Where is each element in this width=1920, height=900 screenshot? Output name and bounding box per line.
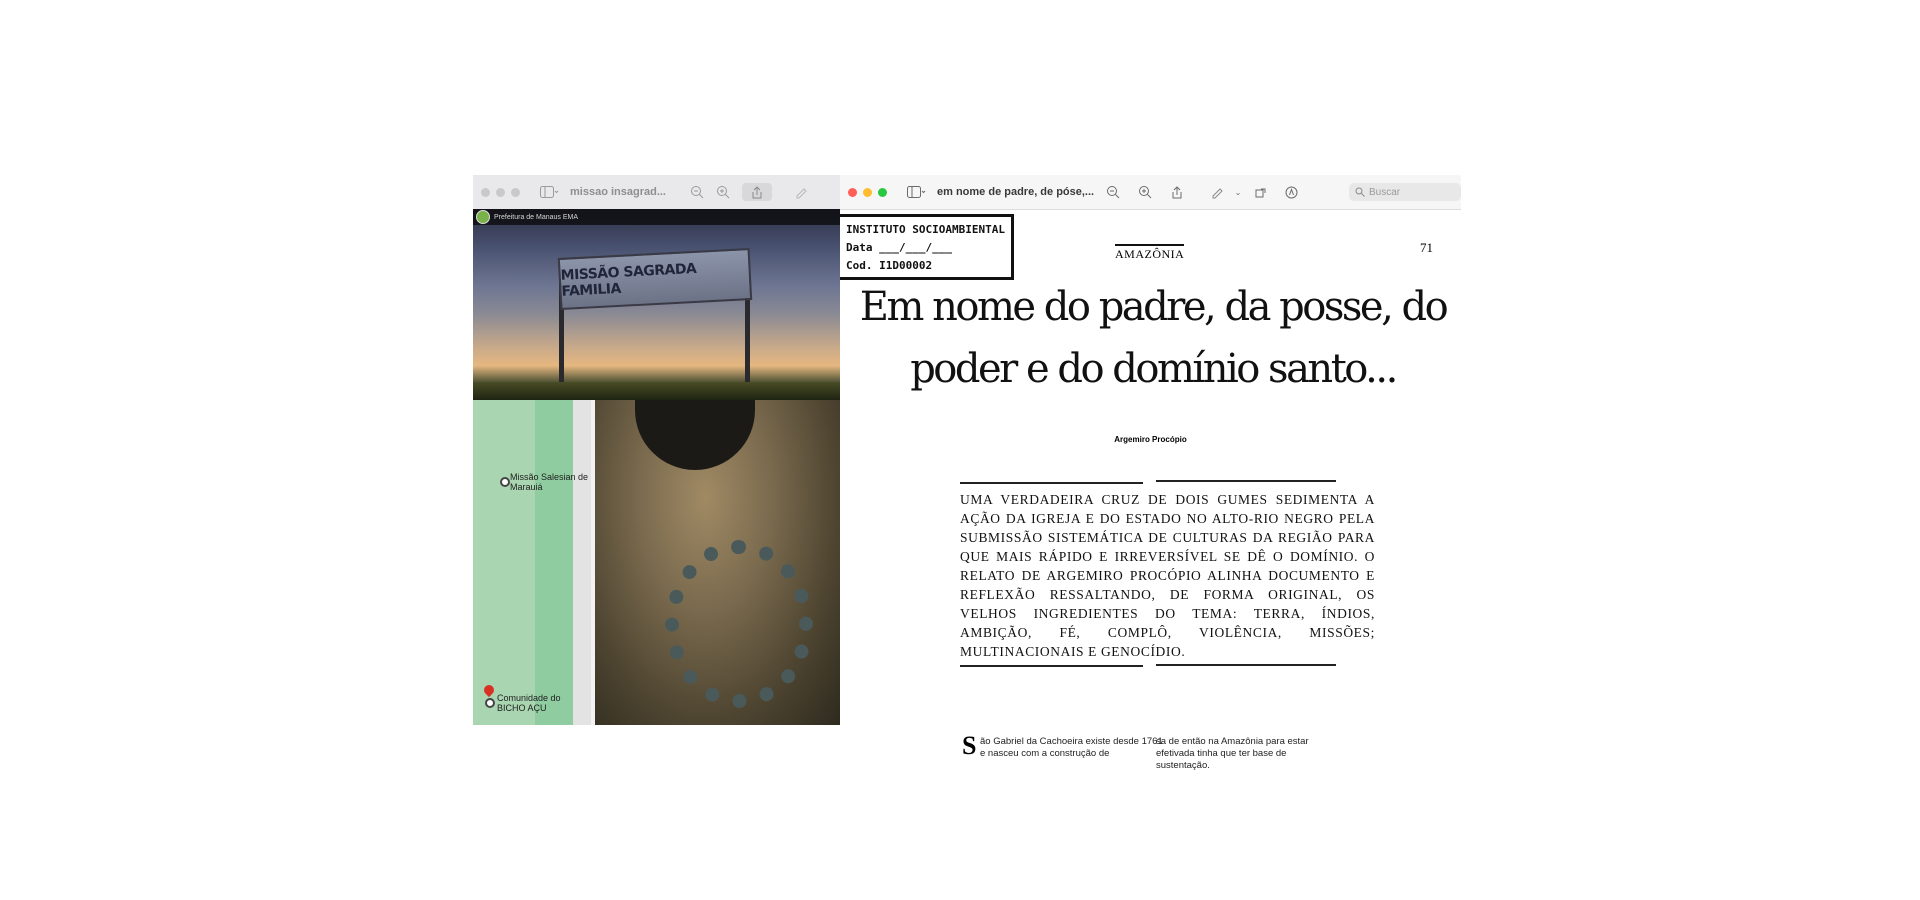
rule-bottom-right <box>1156 664 1336 666</box>
stamp-date: Data ___/___/___ <box>846 241 952 254</box>
map-place-label-community: Comunidade do BICHO AÇU <box>497 693 561 713</box>
preview-window-left <box>473 175 840 725</box>
indigenous-portrait-photo <box>595 400 840 725</box>
stamp-code: Cod. I1D00002 <box>846 259 933 272</box>
title-bar <box>840 175 1461 210</box>
window-title: em nome de padre, de póse,... <box>937 186 1095 198</box>
prefecture-logo-icon <box>476 210 490 224</box>
section-heading: AMAZÔNIA <box>1115 244 1184 262</box>
portrait-hair <box>635 400 755 470</box>
article-headline: Em nome do padre, da posse, do poder e do domínio santo... <box>859 284 1447 392</box>
share-icon[interactable] <box>1161 186 1193 199</box>
sidebar-toggle-icon[interactable] <box>901 186 931 198</box>
window-controls <box>481 188 520 197</box>
archive-stamp <box>840 214 1014 280</box>
place-marker-icon[interactable] <box>485 698 495 708</box>
zoom-out-icon[interactable] <box>1097 185 1129 199</box>
search-field[interactable] <box>1349 183 1461 201</box>
mission-sign-photo <box>473 209 840 400</box>
markup-pen-icon[interactable] <box>1203 186 1231 198</box>
map-river-shade <box>535 400 575 725</box>
search-icon <box>1355 187 1365 197</box>
map-view[interactable] <box>473 400 591 725</box>
photo-caption-strip <box>473 209 840 225</box>
rule-top-right <box>1156 480 1336 482</box>
zoom-in-icon[interactable] <box>1129 185 1161 199</box>
sidebar-toggle-icon[interactable] <box>534 186 564 198</box>
stamp-institution: INSTITUTO SOCIOAMBIENTAL <box>846 223 1005 236</box>
annotate-icon[interactable] <box>1277 186 1305 199</box>
photo-overlay-text: Prefeitura de Manaus EMA <box>494 213 579 221</box>
grass-horizon <box>473 382 840 400</box>
body-column-1: ão Gabriel da Cachoeira existe desde 1761 e nasceu com a construção de <box>980 736 1163 759</box>
body-column-2: sa de então na Amazônia para estar efetivada tinha que ter base de sustentação. <box>1156 736 1309 771</box>
zoom-button[interactable] <box>878 188 887 197</box>
search-placeholder: Buscar <box>1369 186 1401 198</box>
zoom-in-icon[interactable] <box>710 185 736 199</box>
drop-cap: S <box>962 731 977 760</box>
close-button[interactable] <box>481 188 490 197</box>
window-title: missao insagrad... <box>570 186 666 198</box>
markup-pen-icon[interactable] <box>786 186 816 198</box>
article-author: Argemiro Procópio <box>1114 435 1187 444</box>
pdf-page <box>840 210 1461 771</box>
sign-text: MISSÃO SAGRADA FAMILIA <box>560 260 697 300</box>
minimize-button[interactable] <box>496 188 505 197</box>
close-button[interactable] <box>848 188 857 197</box>
red-pin-icon[interactable] <box>482 683 496 697</box>
zoom-out-icon[interactable] <box>684 185 710 199</box>
portrait-necklace <box>665 540 813 708</box>
rule-top-left <box>960 482 1143 484</box>
page-number: 71 <box>1420 240 1433 255</box>
window-controls <box>848 188 887 197</box>
rule-bottom-left <box>960 665 1143 667</box>
title-bar <box>473 175 840 209</box>
minimize-button[interactable] <box>863 188 872 197</box>
rotate-icon[interactable] <box>1245 186 1277 198</box>
share-icon[interactable] <box>742 183 772 201</box>
mission-sign <box>558 248 752 310</box>
article-abstract: UMA VERDADEIRA CRUZ DE DOIS GUMES SEDIMENTA A AÇÃO DA IGREJA E DO ESTADO NO ALTO-RIO NEGRO PELA SUBMISSÃO SISTEMÁTICA DE CULTURAS DA REGIÃO PARA QUE MAIS RÁPIDO E IRREVERSÍVEL SE DÊ O DOMÍNIO. O RELATO DE ARGEMIRO PROCÓPIO ALINHA DOCUMENTO E REFLEXÃO RESSALTANDO, DE FORMA ORIGINAL, OS VELHOS INGREDIENTES DO TEMA: TERRA, ÍNDIOS, AMBIÇÃO, FÉ, COMPLÔ, VIOLÊNCIA, MISSÕES; MULTINACIONAIS E GENOCÍDIO. <box>960 492 1375 659</box>
map-road <box>573 400 591 725</box>
preview-window-right <box>840 175 1461 771</box>
place-marker-icon[interactable] <box>500 477 510 487</box>
chevron-down-icon[interactable]: ⌄ <box>1234 187 1242 197</box>
map-place-label-mission: Missão Salesian de Marauiá <box>510 472 589 492</box>
zoom-button[interactable] <box>511 188 520 197</box>
